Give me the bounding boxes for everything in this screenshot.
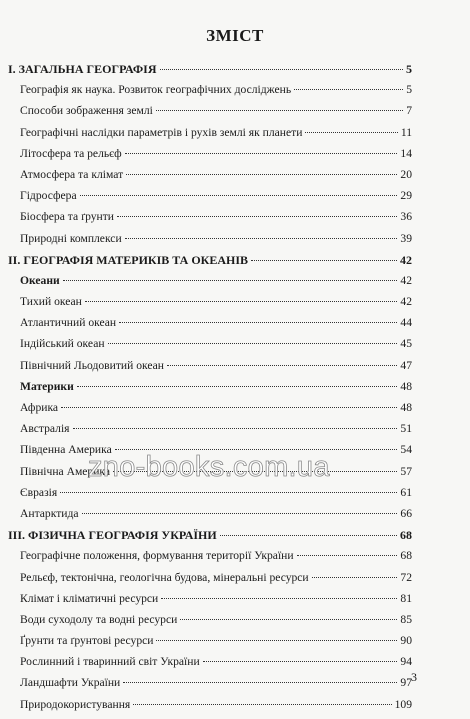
toc-entry-label: Австралія [20,422,70,436]
toc-entry-page: 97 [400,676,412,690]
toc-entry-row [8,189,412,210]
toc-entry-row [8,147,412,168]
toc-dot-leader [312,577,398,578]
toc-entry-page: 48 [400,401,412,414]
toc-section-row [8,253,412,274]
toc-entry-label: Природні комплекси [20,231,122,245]
toc-entry-row [8,698,412,719]
toc-entry-label: Рослинний і тваринний світ України [20,655,200,669]
toc-dot-leader [80,195,398,196]
toc-dot-leader [167,365,397,366]
toc-dot-leader [305,132,397,133]
toc-entry-label: Географія як наука. Розвиток географічних досліджень [20,83,292,97]
toc-entry-row [8,104,412,125]
toc-entry-row [8,571,412,592]
toc-entry-label: Південна Америка [20,443,112,457]
toc-dot-leader [82,513,398,514]
toc-dot-leader [133,704,391,705]
toc-dot-leader [125,153,398,154]
toc-entry-page: 48 [400,379,412,393]
toc-entry-row [8,380,412,401]
toc-entry-page: 72 [400,570,412,584]
toc-entry-page: 90 [400,634,412,648]
toc-entry-label: Рельєф, тектонічна, геологічна будова, мінеральні ресурси [20,570,309,584]
toc-entry-label: Літосфера та рельєф [20,146,122,160]
toc-entry-row [8,676,412,697]
toc-dot-leader [117,216,397,217]
toc-entry-row [8,401,412,422]
toc-dot-leader [125,238,398,239]
toc-dot-leader [251,260,397,261]
page-title: ЗМІСТ [206,26,264,45]
toc-dot-leader [203,661,398,662]
toc-entry-label: Природокористування [20,697,131,711]
toc-entry-label: Біосфера та ґрунти [20,210,114,224]
toc-entry-page: 66 [400,506,412,520]
toc-entry-row [8,316,412,337]
toc-entry-page: 85 [400,612,412,626]
toc-entry-label: Африка [20,401,59,414]
toc-dot-leader [160,69,404,70]
toc-dot-leader [85,301,398,302]
toc-entry-label: Океани [20,273,60,287]
toc-dot-leader [220,535,397,536]
toc-dot-leader [108,343,398,344]
toc-entry-page: 42 [400,273,412,287]
toc-entry-label: Атмосфера та клімат [20,167,124,181]
toc-entry-page: 61 [400,485,412,499]
page-number: 3 [411,670,417,684]
toc-entry-label: І. ЗАГАЛЬНА ГЕОГРАФІЯ [8,62,157,76]
toc-entry-row [8,592,412,613]
toc-dot-leader [126,174,397,175]
toc-entry-page: 68 [400,549,412,563]
toc-entry-row [8,337,412,358]
toc-entry-page: 11 [400,125,412,139]
toc-entry-row [8,422,412,443]
toc-dot-leader [156,640,397,641]
toc-entry-page: 20 [400,167,412,181]
toc-entry-page: 14 [400,146,412,160]
toc-entry-page: 45 [400,337,412,351]
toc-dot-leader [73,428,398,429]
toc-entry-page: 42 [400,295,412,309]
toc-dot-leader [60,492,397,493]
watermark: zno-books.com.ua [88,451,330,483]
toc-entry-label: Антарктида [20,506,79,520]
toc-entry-page: 5 [406,83,412,97]
toc-entry-page: 54 [400,443,412,457]
toc-entry-row [8,274,412,295]
toc-entry-page: 109 [394,697,412,711]
toc-entry-row [8,168,412,189]
toc-entry-row [8,486,412,507]
toc-entry-row [8,126,412,147]
table-of-contents [8,62,412,719]
toc-entry-page: 57 [400,464,412,478]
toc-entry-row [8,549,412,570]
toc-entry-label: Ґрунти та ґрунтові ресурси [20,634,154,648]
toc-entry-label: Географічне положення, формування території України [20,549,294,563]
toc-dot-leader [123,682,397,683]
toc-entry-row [8,359,412,380]
toc-section-row [8,62,412,83]
toc-dot-leader [61,407,397,408]
toc-entry-row [8,83,412,104]
toc-entry-label: ІІ. ГЕОГРАФІЯ МАТЕРИКІВ ТА ОКЕАНІВ [8,252,249,267]
toc-entry-label: Індійський океан [20,337,105,351]
toc-entry-label: ІІІ. ФІЗИЧНА ГЕОГРАФІЯ УКРАЇНИ [8,528,217,543]
toc-entry-page: 42 [400,252,412,267]
toc-entry-row [8,232,412,253]
toc-entry-label: Географічні наслідки параметрів і рухів землі як планети [20,125,303,139]
toc-entry-label: Тихий океан [20,295,82,309]
toc-entry-label: Північна Америка [20,464,111,478]
toc-entry-page: 44 [400,316,412,330]
toc-dot-leader [180,619,397,620]
toc-section-row [8,528,412,549]
toc-entry-page: 5 [406,62,412,76]
toc-entry-row [8,295,412,316]
toc-entry-label: Материки [20,379,74,393]
toc-entry-label: Води суходолу та водні ресурси [20,612,178,626]
toc-entry-row [8,210,412,231]
toc-entry-label: Клімат і кліматичні ресурси [20,591,159,605]
toc-entry-label: Північний Льодовитий океан [20,358,164,372]
toc-entry-page: 51 [400,422,412,436]
toc-dot-leader [156,110,403,111]
toc-entry-page: 29 [400,189,412,203]
toc-entry-page: 47 [400,358,412,372]
toc-entry-page: 36 [400,210,412,224]
toc-entry-page: 68 [400,528,412,543]
toc-entry-label: Гідросфера [20,189,77,203]
toc-dot-leader [161,598,397,599]
toc-entry-row [8,634,412,655]
toc-dot-leader [77,386,398,387]
toc-entry-label: Атлантичний океан [20,316,117,330]
toc-entry-row [8,655,412,676]
toc-entry-label: Способи зображення землі [20,104,153,118]
toc-entry-row [8,507,412,528]
toc-entry-page: 7 [406,104,412,118]
toc-entry-label: Євразія [20,485,58,499]
toc-dot-leader [119,322,397,323]
toc-entry-page: 94 [400,655,412,669]
toc-entry-label: Ландшафти України [20,676,121,690]
toc-dot-leader [297,555,398,556]
toc-dot-leader [294,89,403,90]
toc-entry-page: 81 [400,591,412,605]
toc-entry-row [8,613,412,634]
toc-dot-leader [63,280,398,281]
toc-entry-page: 39 [400,231,412,245]
